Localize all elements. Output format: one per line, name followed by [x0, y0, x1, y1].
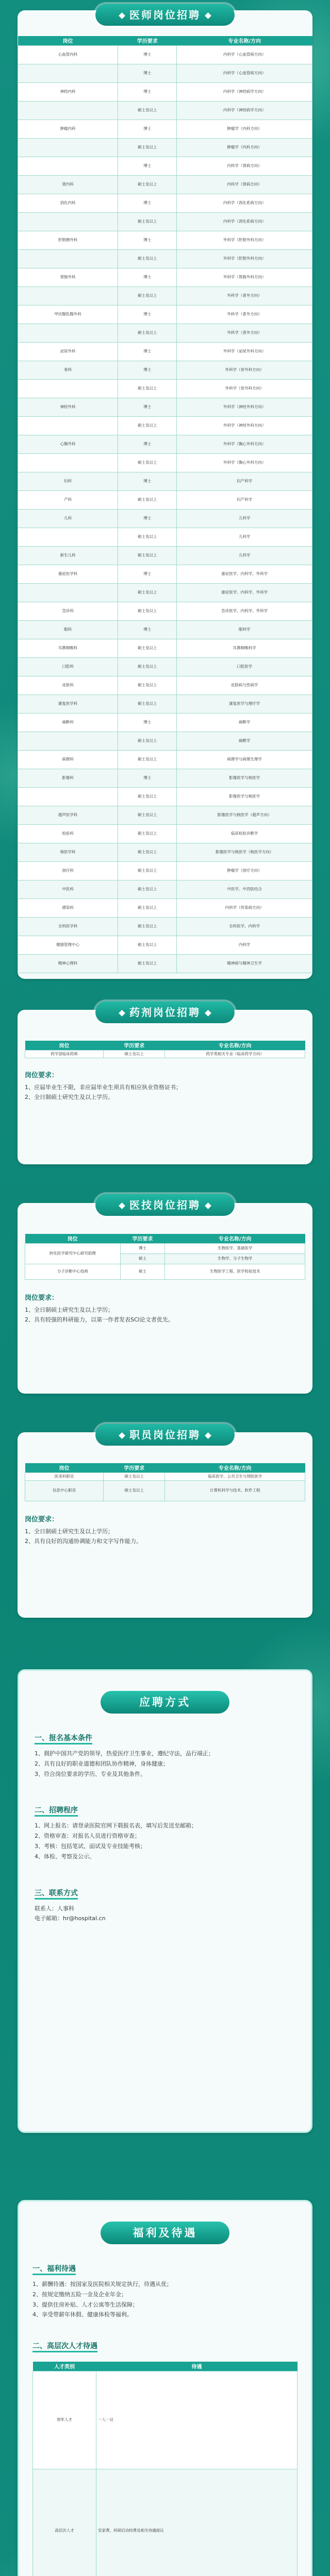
- table-cell: 生物医学、基础医学: [165, 1243, 305, 1253]
- table-cell: 外科学（肝胆外科方向）: [177, 249, 312, 268]
- table-cell: [18, 416, 118, 435]
- table-cell: 内科学（神经病学方向）: [177, 101, 312, 120]
- table-cell: 硕士及以上: [118, 732, 177, 750]
- table-row: [25, 1243, 305, 1253]
- table-cell: 博士: [118, 620, 177, 639]
- staff-req-title: 岗位要求：: [25, 1515, 59, 1523]
- table-row: [18, 120, 312, 138]
- table-cell: 硕士及以上: [118, 490, 177, 509]
- table-cell: 硕士及以上: [118, 453, 177, 472]
- table-row: [18, 806, 312, 824]
- table-row: [18, 546, 312, 565]
- table-row: [18, 138, 312, 157]
- table-cell: 博士: [118, 157, 177, 175]
- table-cell: 耳鼻咽喉科: [18, 639, 118, 657]
- table-row: [18, 472, 312, 490]
- apply-title: 应聘方式: [101, 1691, 229, 1714]
- staff-table: [25, 1463, 305, 1501]
- col-header: 人才类别: [33, 2362, 96, 2371]
- table-cell: 领军人才: [33, 2371, 96, 2469]
- table-cell: 儿科: [18, 509, 118, 528]
- table-row: [18, 45, 312, 64]
- table-cell: [18, 249, 118, 268]
- table-cell: [18, 453, 118, 472]
- table-cell: 外科学（神经外科方向）: [177, 416, 312, 435]
- table-row: [18, 620, 312, 639]
- table-cell: 分子诊断中心技师: [25, 1264, 121, 1279]
- table-cell: 药学部临床药师: [25, 1050, 104, 1058]
- table-cell: 消化内科: [18, 194, 118, 212]
- pharm-title: 药剂岗位招聘: [129, 1006, 201, 1019]
- table-cell: 博士: [118, 305, 177, 324]
- col-header: 岗位: [25, 1234, 121, 1243]
- table-cell: 博士: [118, 713, 177, 732]
- table-row: [18, 917, 312, 936]
- table-cell: 全科医学、内科学: [177, 917, 312, 936]
- table-cell: 一人一议: [96, 2371, 298, 2469]
- benefits-line: 2、按规定缴纳五险一金及企业年金；: [32, 2291, 127, 2298]
- table-cell: 临床医学、公共卫生与预防医学: [165, 1472, 305, 1480]
- table-row: [25, 1480, 305, 1501]
- research-req-1: 1、全日制硕士研究生及以上学历；: [25, 1306, 113, 1313]
- table-cell: 硕士及以上: [118, 212, 177, 231]
- research-req-title: 岗位要求：: [25, 1294, 59, 1302]
- table-cell: 重症医学、内科学、外科学: [177, 565, 312, 583]
- apply-s3-line: 电子邮箱：hr@hospital.cn: [35, 1915, 106, 1922]
- table-cell: 皮肤病与性病学: [177, 676, 312, 694]
- table-cell: 妇产科学: [177, 490, 312, 509]
- table-cell: 耳鼻咽喉科学: [177, 639, 312, 657]
- table-cell: 内科学（神经病学方向）: [177, 82, 312, 101]
- apply-s2-line: 1、网上报名：请登录医院官网下载报名表，填写后发送至邮箱；: [35, 1822, 197, 1829]
- table-cell: 外科学（胃肠外科方向）: [177, 268, 312, 286]
- table-cell: 病理科: [18, 750, 118, 769]
- table-cell: 皮肤科: [18, 676, 118, 694]
- table-row: [18, 936, 312, 954]
- research-card: [18, 1203, 312, 1394]
- apply-s1: 一、报名基本条件: [35, 1733, 92, 1744]
- table-row: [25, 1264, 305, 1279]
- pharm-banner: [95, 1002, 235, 1023]
- table-cell: 药学类相关专业（临床药学方向）: [165, 1050, 305, 1058]
- pharm-req-1: 1、应届毕业生不限，非应届毕业生须具有相应执业资格证书；: [25, 1083, 182, 1091]
- table-cell: 泌尿外科: [18, 342, 118, 361]
- apply-s2-line: 2、资格审查：对报名人员进行资格审查；: [35, 1833, 140, 1840]
- benefits-s2: 二、高层次人才待遇: [32, 2341, 97, 2352]
- staff-req-2: 2、具有良好的沟通协调能力和文字写作能力。: [25, 1538, 142, 1545]
- table-cell: 高层次人才: [33, 2469, 96, 2576]
- table-row: [18, 528, 312, 546]
- table-cell: 硕士及以上: [118, 861, 177, 880]
- table-cell: 博士: [118, 769, 177, 787]
- table-row: [18, 435, 312, 453]
- apply-s3-line: 联系人：人事科: [35, 1905, 74, 1912]
- table-cell: 生物医学工程、医学检验技术: [165, 1264, 305, 1279]
- table-cell: 急诊医学、内科学、外科学: [177, 602, 312, 620]
- table-cell: 安家费、科研启动经费及相关待遇面议: [96, 2469, 298, 2576]
- apply-s2-line: 4、体检、考察及公示。: [35, 1853, 95, 1860]
- table-cell: 儿科学: [177, 509, 312, 528]
- table-cell: [18, 732, 118, 750]
- table-cell: 康复医学科: [18, 694, 118, 713]
- table-row: [25, 1472, 305, 1480]
- table-cell: 麻醉学: [177, 713, 312, 732]
- table-cell: 外科学（普外方向）: [177, 324, 312, 342]
- table-cell: 康复医学与理疗学: [177, 694, 312, 713]
- table-cell: 心血管内科: [18, 45, 118, 64]
- table-cell: 肿瘤学（内科方向）: [177, 120, 312, 138]
- table-cell: 重症医学、内科学、外科学: [177, 583, 312, 602]
- table-row: [18, 361, 312, 379]
- table-row: [33, 2371, 298, 2469]
- table-row: [18, 602, 312, 620]
- table-cell: 儿科学: [177, 528, 312, 546]
- table-cell: 硕士及以上: [118, 657, 177, 676]
- table-cell: 硕士及以上: [118, 917, 177, 936]
- doctor-table: [18, 36, 312, 973]
- table-cell: 硕士及以上: [118, 324, 177, 342]
- table-cell: 硕士: [120, 1264, 165, 1279]
- table-row: [18, 212, 312, 231]
- table-cell: 博士: [118, 509, 177, 528]
- table-cell: 博士: [118, 361, 177, 379]
- table-cell: 全科医学科: [18, 917, 118, 936]
- table-cell: 硕士及以上: [118, 787, 177, 806]
- table-cell: 心胸外科: [18, 435, 118, 453]
- table-row: [33, 2469, 298, 2576]
- table-cell: 博士: [118, 398, 177, 416]
- table-cell: 硕士: [120, 1253, 165, 1264]
- table-row: [18, 305, 312, 324]
- table-cell: 外科学（胸心外科方向）: [177, 435, 312, 453]
- table-row: [18, 750, 312, 769]
- table-row: [18, 843, 312, 861]
- table-cell: 硕士及以上: [118, 546, 177, 565]
- table-cell: 计算机科学与技术、软件工程: [165, 1480, 305, 1501]
- table-cell: [18, 787, 118, 806]
- research-table: [25, 1234, 305, 1280]
- table-row: [18, 101, 312, 120]
- table-cell: 硕士及以上: [118, 416, 177, 435]
- table-row: [18, 509, 312, 528]
- table-cell: 内科学（肾病方向）: [177, 175, 312, 194]
- table-row: [18, 231, 312, 249]
- staff-card: [18, 1432, 312, 1618]
- table-cell: 博士: [118, 120, 177, 138]
- table-cell: 博士: [118, 268, 177, 286]
- table-cell: 外科学（骨外科方向）: [177, 379, 312, 398]
- table-cell: 内科学（心血管病方向）: [177, 45, 312, 64]
- table-cell: 内科学（肾病方向）: [177, 157, 312, 175]
- table-cell: 肿瘤内科: [18, 120, 118, 138]
- table-cell: 外科学（骨外科方向）: [177, 361, 312, 379]
- table-cell: 肿瘤学（内科方向）: [177, 138, 312, 157]
- table-cell: 博士: [118, 342, 177, 361]
- col-header: 专业名称/方向: [177, 36, 312, 45]
- col-header: 岗位: [25, 1463, 104, 1472]
- col-header: 岗位: [25, 1041, 104, 1050]
- table-cell: 生物学、分子生物学: [165, 1253, 305, 1264]
- table-cell: 内科学（消化系病方向）: [177, 194, 312, 212]
- pharm-table: [25, 1041, 305, 1058]
- staff-req-1: 1、全日制硕士研究生及以上学历；: [25, 1528, 113, 1535]
- table-cell: 硕士及以上: [118, 583, 177, 602]
- table-row: [18, 787, 312, 806]
- table-cell: 博士: [118, 472, 177, 490]
- table-cell: 博士: [118, 82, 177, 101]
- table-cell: 博士: [118, 231, 177, 249]
- doctor-title: 医师岗位招聘: [129, 9, 201, 21]
- table-row: [18, 64, 312, 82]
- table-row: [18, 490, 312, 509]
- table-row: [18, 861, 312, 880]
- table-cell: 内科学: [177, 936, 312, 954]
- staff-banner: [95, 1424, 235, 1446]
- table-cell: 重症医学科: [18, 565, 118, 583]
- table-row: [18, 82, 312, 101]
- table-cell: 健康管理中心: [18, 936, 118, 954]
- table-row: [18, 639, 312, 657]
- table-cell: 肝胆胰外科: [18, 231, 118, 249]
- apply-s2: 二、招聘程序: [35, 1805, 78, 1817]
- table-cell: 胃肠外科: [18, 268, 118, 286]
- table-cell: 内科学（心血管病方向）: [177, 64, 312, 82]
- table-cell: 硕士及以上: [118, 694, 177, 713]
- table-cell: 骨科: [18, 361, 118, 379]
- table-cell: 博士: [118, 64, 177, 82]
- table-cell: 硕士及以上: [118, 138, 177, 157]
- table-cell: 医务科职员: [25, 1472, 104, 1480]
- table-cell: 博士: [120, 1243, 165, 1253]
- table-cell: 口腔科: [18, 657, 118, 676]
- table-cell: 博士: [118, 194, 177, 212]
- table-cell: [18, 583, 118, 602]
- table-cell: 博士: [118, 435, 177, 453]
- table-cell: 硕士及以上: [118, 175, 177, 194]
- table-cell: 影像医学与核医学: [177, 769, 312, 787]
- doctor-card: [18, 10, 312, 979]
- pharm-req-2: 2、全日制硕士研究生及以上学历。: [25, 1094, 113, 1101]
- table-cell: 硕士及以上: [118, 379, 177, 398]
- table-row: [18, 565, 312, 583]
- table-cell: 肿瘤学（放疗方向）: [177, 861, 312, 880]
- table-cell: 影像医学与核医学: [177, 787, 312, 806]
- table-cell: 麻醉科: [18, 713, 118, 732]
- table-row: [18, 954, 312, 973]
- table-row: [18, 194, 312, 212]
- table-cell: 神经外科: [18, 398, 118, 416]
- table-cell: 内科学（消化系病方向）: [177, 212, 312, 231]
- table-cell: 影像医学与核医学（核医学方向）: [177, 843, 312, 861]
- table-cell: 中医科: [18, 880, 118, 899]
- table-cell: 眼科学: [177, 620, 312, 639]
- table-row: [18, 175, 312, 194]
- table-row: [18, 324, 312, 342]
- col-header: 学历要求: [104, 1041, 165, 1050]
- table-cell: 甲状腺乳腺外科: [18, 305, 118, 324]
- table-cell: 精神病与精神卫生学: [177, 954, 312, 973]
- table-row: [18, 583, 312, 602]
- table-cell: 内科学（传染病方向）: [177, 899, 312, 917]
- table-cell: [18, 286, 118, 305]
- table-cell: 外科学（肝胆外科方向）: [177, 231, 312, 249]
- pharm-card: [18, 1010, 312, 1164]
- apply-s2-line: 3、考核：包括笔试、面试及专业技能考核；: [35, 1842, 146, 1850]
- table-cell: [18, 324, 118, 342]
- table-row: [18, 713, 312, 732]
- table-cell: [18, 379, 118, 398]
- table-cell: 转化医学研究中心研究助理: [25, 1243, 121, 1264]
- table-cell: 肾内科: [18, 175, 118, 194]
- table-cell: 硕士及以上: [104, 1050, 165, 1058]
- table-cell: [18, 212, 118, 231]
- table-cell: [18, 64, 118, 82]
- col-header: 专业名称/方向: [165, 1234, 305, 1243]
- table-cell: 硕士及以上: [118, 528, 177, 546]
- apply-s1-line: 1、拥护中国共产党的领导，热爱医疗卫生事业，遵纪守法，品行端正；: [35, 1750, 214, 1757]
- table-cell: 妇产科学: [177, 472, 312, 490]
- table-cell: 硕士及以上: [118, 954, 177, 973]
- table-cell: 硕士及以上: [118, 602, 177, 620]
- table-cell: [18, 157, 118, 175]
- table-row: [18, 286, 312, 305]
- table-cell: [18, 138, 118, 157]
- research-title: 医技岗位招聘: [129, 1199, 201, 1211]
- table-cell: 外科学（胸心外科方向）: [177, 453, 312, 472]
- table-cell: 硕士及以上: [118, 899, 177, 917]
- table-cell: 影像科: [18, 769, 118, 787]
- apply-card: [18, 1669, 312, 2133]
- table-row: [25, 1050, 305, 1058]
- table-cell: 病理学与病理生理学: [177, 750, 312, 769]
- talent-table: [32, 2362, 298, 2576]
- table-row: [18, 268, 312, 286]
- table-cell: 硕士及以上: [118, 249, 177, 268]
- staff-title: 职员岗位招聘: [129, 1429, 201, 1441]
- table-cell: 硕士及以上: [118, 101, 177, 120]
- table-cell: 硕士及以上: [104, 1480, 165, 1501]
- table-cell: 硕士及以上: [118, 806, 177, 824]
- apply-s1-line: 3、符合岗位要求的学历、专业及其他条件。: [35, 1770, 146, 1777]
- table-cell: 临床检验诊断学: [177, 824, 312, 843]
- table-row: [18, 342, 312, 361]
- table-cell: 硕士及以上: [118, 639, 177, 657]
- table-row: [18, 379, 312, 398]
- doctor-banner: [95, 4, 235, 26]
- table-cell: 产科: [18, 490, 118, 509]
- col-header: 学历要求: [118, 36, 177, 45]
- table-row: [18, 824, 312, 843]
- table-cell: 影像医学与核医学（超声方向）: [177, 806, 312, 824]
- table-cell: [18, 101, 118, 120]
- table-cell: 口腔医学: [177, 657, 312, 676]
- col-header: 待遇: [96, 2362, 298, 2371]
- table-cell: 麻醉学: [177, 732, 312, 750]
- table-cell: 硕士及以上: [118, 843, 177, 861]
- table-cell: 硕士及以上: [118, 936, 177, 954]
- table-cell: 妇科: [18, 472, 118, 490]
- table-cell: 硕士及以上: [104, 1472, 165, 1480]
- research-banner: [95, 1194, 235, 1216]
- table-cell: 检验科: [18, 824, 118, 843]
- table-row: [18, 899, 312, 917]
- table-cell: 超声医学科: [18, 806, 118, 824]
- table-cell: 神经内科: [18, 82, 118, 101]
- table-row: [18, 880, 312, 899]
- table-cell: 外科学（泌尿外科方向）: [177, 342, 312, 361]
- table-cell: 感染科: [18, 899, 118, 917]
- research-req-2: 2、具有较强的科研能力，以第一作者发表SCI论文者优先。: [25, 1316, 174, 1324]
- table-cell: 硕士及以上: [118, 880, 177, 899]
- table-row: [18, 398, 312, 416]
- table-cell: 信息中心职员: [25, 1480, 104, 1501]
- benefits-card: [18, 2200, 312, 2576]
- table-row: [18, 694, 312, 713]
- table-cell: 眼科: [18, 620, 118, 639]
- benefits-line: 4、享受带薪年休假、健康体检等福利。: [32, 2311, 133, 2318]
- table-cell: 外科学（神经外科方向）: [177, 398, 312, 416]
- col-header: 岗位: [18, 36, 118, 45]
- benefits-line: 3、提供住房补贴、人才公寓等生活保障；: [32, 2301, 138, 2308]
- table-cell: [18, 528, 118, 546]
- table-cell: 硕士及以上: [118, 750, 177, 769]
- table-cell: 核医学科: [18, 843, 118, 861]
- table-row: [18, 157, 312, 175]
- benefits-line: 1、薪酬待遇：按国家及医院相关规定执行，待遇从优；: [32, 2281, 172, 2287]
- table-cell: 新生儿科: [18, 546, 118, 565]
- table-cell: 放疗科: [18, 861, 118, 880]
- table-cell: 硕士及以上: [118, 676, 177, 694]
- table-cell: 博士: [118, 565, 177, 583]
- table-cell: 儿科学: [177, 546, 312, 565]
- apply-s3: 三、联系方式: [35, 1888, 78, 1900]
- table-cell: 急诊科: [18, 602, 118, 620]
- col-header: 专业名称/方向: [165, 1041, 305, 1050]
- table-row: [18, 453, 312, 472]
- table-row: [18, 657, 312, 676]
- table-row: [18, 676, 312, 694]
- benefits-s1: 一、福利待遇: [32, 2263, 76, 2275]
- table-cell: 硕士及以上: [118, 824, 177, 843]
- table-row: [18, 416, 312, 435]
- col-header: 专业名称/方向: [165, 1463, 305, 1472]
- table-cell: 外科学（普外方向）: [177, 305, 312, 324]
- table-cell: 博士: [118, 45, 177, 64]
- col-header: 学历要求: [120, 1234, 165, 1243]
- table-row: [18, 732, 312, 750]
- table-cell: 外科学（普外方向）: [177, 286, 312, 305]
- col-header: 学历要求: [104, 1463, 165, 1472]
- apply-s1-line: 2、具有良好的职业道德和团队协作精神，身体健康；: [35, 1760, 169, 1767]
- benefits-title: 福利及待遇: [101, 2222, 229, 2244]
- pharm-req-title: 岗位要求：: [25, 1071, 59, 1079]
- table-cell: 精神心理科: [18, 954, 118, 973]
- table-row: [18, 249, 312, 268]
- table-row: [18, 769, 312, 787]
- table-cell: 中医学、中西医结合: [177, 880, 312, 899]
- table-cell: 硕士及以上: [118, 286, 177, 305]
